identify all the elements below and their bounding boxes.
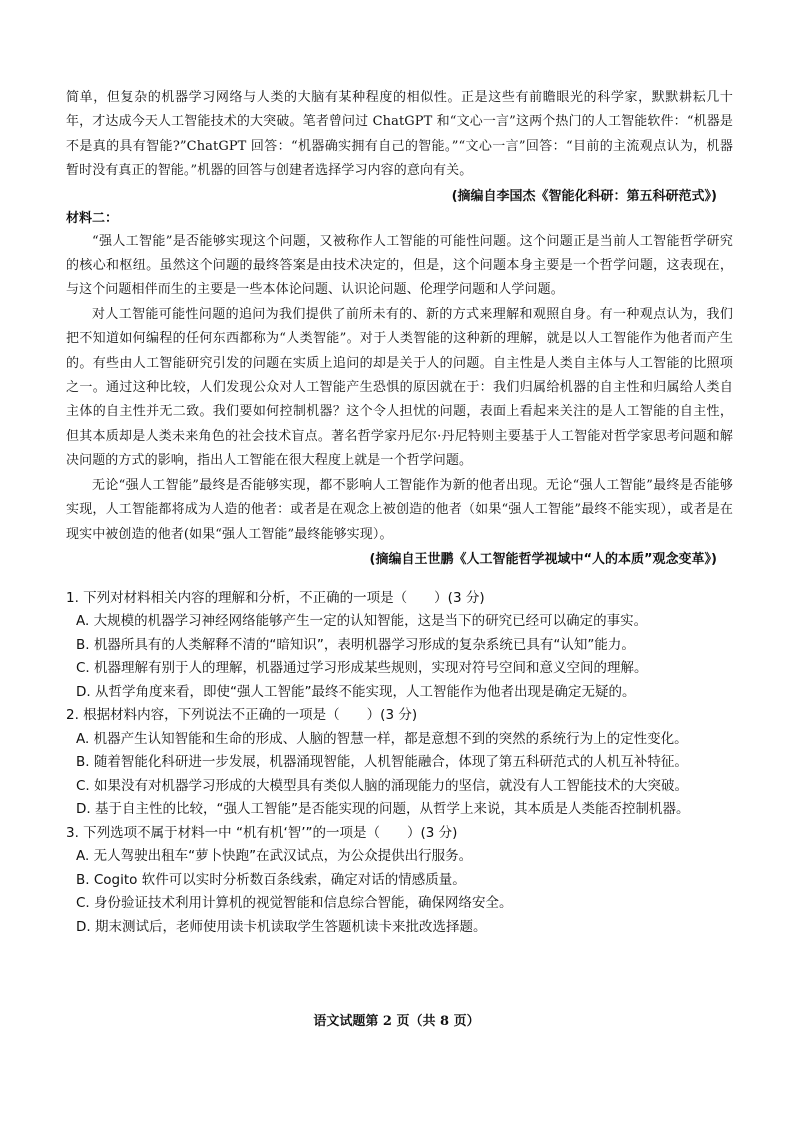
material-two-paragraph-2: 对人工智能可能性问题的追问为我们提供了前所未有的、新的方式来理解和观照自身。有一种观点认为，我们把不知道如何编程的任何东西都称为“人类智能”。对于人类智能的这种新的理解，就是以人工智能作为他者而产生的。有些由人工智能研究引发的问题在实质上追问的却是关于人的问题。自主性是人类自主体与人工智能的比照项之一。通过这种比较，人们发现公众对人工智能产生恐惧的原因就在于：我们归属给机器的自主性和归属给人类自主体的自主性并无二致。我们要如何控制机器？这个令人担忧的问题，表面上看起来关注的是人工智能的自主性，但其本质却是人类未来角色的社会技术盲点。著名哲学家丹尼尔·丹尼特则主要基于人工智能对哲学家思考问题和解决问题的方式的影响，指出人工智能在很大程度上就是一个哲学问题。 — [66, 306, 733, 469]
source-citation-2: (摘编自王世鹏《人工智能哲学视域中“人的本质”观念变革》) — [369, 551, 717, 567]
option-b[interactable]: B. 随着智能化科研进一步发展，机器涌现智能，人机智能融合，体现了第五科研范式的人机互补特征。 — [76, 754, 688, 771]
option-d[interactable]: D. 期末测试后，老师使用读卡机读取学生答题机读卡来批改选择题。 — [76, 918, 487, 935]
question-2 — [66, 704, 733, 822]
question-stem: 3. 下列选项不属于材料一中 “机有机‘智’”的一项是（ ）(3 分) — [66, 824, 458, 841]
option-b[interactable]: B. 机器所具有的人类解释不清的“暗知识”，表明机器学习形成的复杂系统已具有“认知”能力。 — [76, 636, 635, 653]
source-citation-1: (摘编自李国杰《智能化科研：第五科研范式》) — [451, 188, 717, 204]
material-two-paragraph-3: 无论“强人工智能”最终是否能够实现，都不影响人工智能作为新的他者出现。无论“强人工智能”最终是否能够实现，人工智能都将成为人造的他者：或者是在观念上被创造的他者（如果“强人工智能”最终不能实现），或者是在现实中被创造的他者(如果“强人工智能”最终能够实现）。 — [66, 477, 733, 542]
option-c[interactable]: C. 机器理解有别于人的理解，机器通过学习形成某些规则，实现对符号空间和意义空间的理解。 — [76, 660, 648, 677]
option-b[interactable]: B. Cogito 软件可以实时分析数百条线索，确定对话的情感质量。 — [76, 871, 466, 888]
question-stem: 1. 下列对材料相关内容的理解和分析，不正确的一项是（ ）(3 分) — [66, 589, 485, 606]
option-d[interactable]: D. 基于自主性的比较，“强人工智能”是否能实现的问题，从哲学上来说，其本质是人类能否控制机器。 — [76, 801, 690, 818]
material-two-paragraph-1: “强人工智能”是否能够实现这个问题，又被称作人工智能的可能性问题。这个问题正是当前人工智能哲学研究的核心和枢纽。虽然这个问题的最终答案是由技术决定的，但是，这个问题本身主要是一个哲学问题，这表现在，与这个问题相伴而生的主要是一些本体论问题、认识论问题、伦理学问题和人学问题。 — [66, 233, 733, 298]
question-1 — [66, 587, 733, 705]
option-d[interactable]: D. 从哲学角度来看，即使“强人工智能”最终不能实现，人工智能作为他者出现是确定无疑的。 — [76, 683, 636, 700]
section-gap — [66, 571, 733, 587]
option-a[interactable]: A. 无人驾驶出租车“萝卜快跑”在武汉试点，为公众提供出行服务。 — [76, 848, 473, 865]
option-a[interactable]: A. 机器产生认知智能和生命的形成、人脑的智慧一样，都是意想不到的突然的系统行为上的定性变化。 — [76, 730, 688, 747]
question-3 — [66, 822, 733, 940]
question-stem: 2. 根据材料内容，下列说法不正确的一项是（ ）(3 分) — [66, 707, 418, 724]
option-c[interactable]: C. 如果没有对机器学习形成的大模型具有类似人脑的涌现能力的坚信，就没有人工智能技术的大突破。 — [76, 777, 689, 794]
page-footer: 语文试题第 2 页（共 8 页） — [313, 1014, 480, 1029]
material-two-heading: 材料二： — [66, 210, 119, 226]
passage-intro-paragraph: 简单，但复杂的机器学习网络与人类的大脑有某种程度的相似性。正是这些有前瞻眼光的科学家，默默耕耘几十年，才达成今天人工智能技术的大突破。笔者曾问过 ChatGPT 和“文心一言”这两个热门的人工智能软件：“机器是不是真的具有智能?”ChatGPT 回答：“机器确实拥有自己的智能。”“文心一言”回答：“目前的主流观点认为，机器暂时没有真正的智能。”机器的回答与创建者选择学习内容的意向有关。 — [66, 90, 733, 179]
option-c[interactable]: C. 身份验证技术利用计算机的视觉智能和信息综合智能，确保网络安全。 — [76, 895, 513, 912]
option-a[interactable]: A. 大规模的机器学习神经网络能够产生一定的认知智能，这是当下的研究已经可以确定的事实。 — [76, 613, 648, 630]
